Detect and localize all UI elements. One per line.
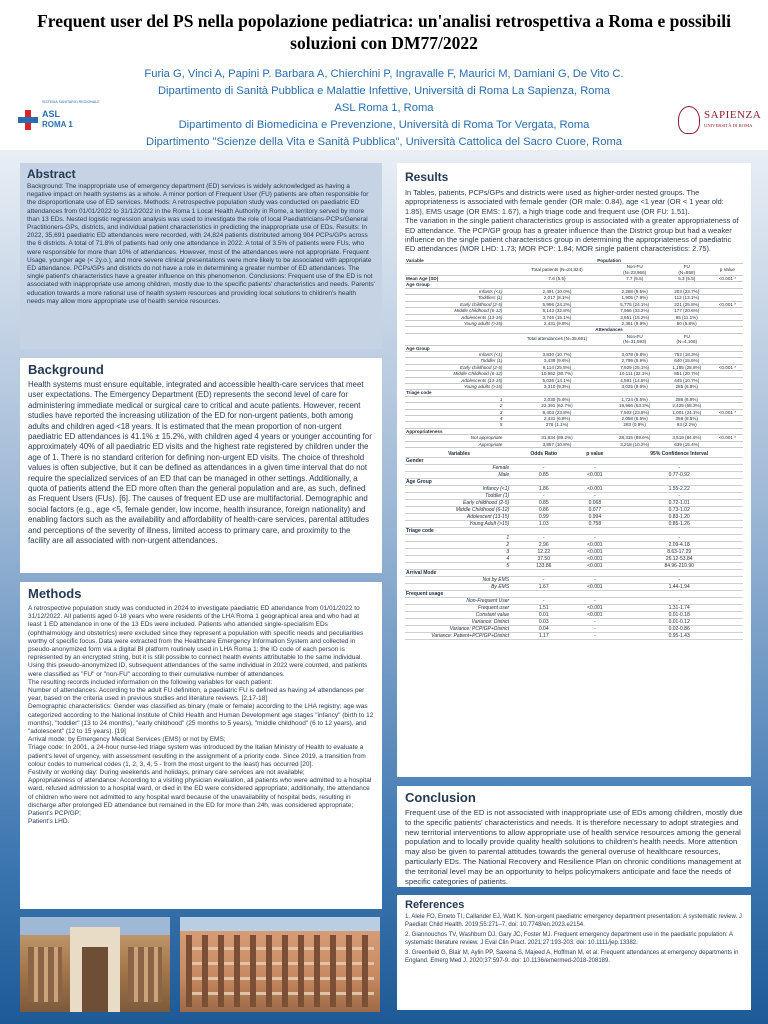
cell: 1.03 — [513, 521, 574, 528]
affiliation-asl: ASL Roma 1, Roma — [334, 102, 434, 114]
section-label: Age Group — [405, 282, 743, 288]
cell: 221 (25.8%) — [662, 301, 712, 307]
table-row — [405, 465, 743, 472]
methods-paragraph: The resulting records included information on the following variables for each patient: — [28, 678, 273, 686]
author-list: Furia G, Vinci A, Papini P. Barbara A, Chierchini P, Ingravalle F, Maurici M, Damiani G, De Vito C. — [144, 68, 624, 80]
row-label: Toddlers (1) — [405, 295, 506, 301]
cell: 3,651 (15.2%) — [608, 314, 662, 320]
cell: - — [574, 535, 615, 542]
cell: 1.55-2.22 — [615, 486, 743, 493]
background-panel — [20, 358, 382, 573]
cell: <0.001 — [574, 556, 615, 563]
row-label: Male — [405, 472, 513, 479]
table-row — [405, 626, 743, 633]
sapienza-logo-text: SAPIENZA — [704, 109, 762, 121]
cell: 2,058 (6.5%) — [608, 416, 662, 422]
cell: 752 (18.3%) — [662, 351, 712, 357]
conclusion-text: Frequent use of the ED is not associated with inappropriate use of EDs among children, mostly due to the specific patients' characteristics and needs. It is therefore necessary to adopt strategies and new territorial interventions to allow appropriate use of health service resources among the general population and to locally provide quality health solutions to children's health needs. More attention may also be given to parental attitudes towards the general overuse of healthcare resources, particularly EDs. The National Recovery and Resilience Plan on chronic conditions management at the territorial level may be an opportunity to helps policymakers anticipate and face the needs of specific categories of patients. — [405, 808, 743, 886]
abstract-text: Background: The inappropriate use of emergency department (ED) services is widely acknowledged as having a negative impact on health systems as a whole. A minor portion of Frequent User (FU) patients are often responsible for the disproportionate use of ED services. Methods: A retrospective population study was conducted on paediatric ED attendances from 01/01/2022 to 31/12/2022 in the Roma 1 Local Health Authority in Rome, a territory served by more than 13 EDs. Nested logistic regression analysis was used to investigate the role of local Paediatricians-PCPs/General Practitioners-GPs, districts, and individual patient characteristics in predicting the inappropriate use of EDs. Results: In 2022, 35,691 paediatric ED attendances were recorded, with 24,824 patients distributed among 904 PCPs/GPs across the 6 districts. A total of 71.8% of patients had only one attendance in 2022. A total of 3.5% of patients were FUs, who were responsible for more than 10% of attendances. However, most of the attendances were not appropriate. Frequent Usage, younger age (< 2y.o.), and more severe clinical presentations were more likely to be associated with appropriate ED attendance. PCPs/GPs and districts do not have a role in determining a greater number of ED attendances. The single patient's characteristics have a greater influence on this phenomenon. Conclusions: Frequent use of the ED is not associated with inappropriate use among children, mostly due to the specific patients' characteristics and needs. Parents' education towards a more rational use of health system resources and providing local solutions to children's health needs may allow more appropriate use of health service resources. — [27, 183, 375, 305]
row-label: Middle Childhood (6-12) — [405, 371, 506, 377]
cell: - — [574, 465, 615, 472]
cell: 0.02-0.86 — [615, 626, 743, 633]
cell: 1,001 (24.1%) — [662, 409, 712, 415]
methods-paragraph: A retrospective population study was conducted in 2024 to investigate paediatric ED attendance from 01/01/2022 to 31/12/2022. All patients aged 0-18 years who were residents of the LHA Roma 1 geographical area and who had at least 1 ED attendance in one of the 13 EDs were included. Patients who attended single-specialism EDs (ophthalmology and obstetrics) were excluded since they represent a population with specific needs and peculiarities worthy of specific focus. Data were extracted from the Healthcare Emergency Information System and collected in pseudo-anonymized form via a digital BI platform routinely used in LHA Roma 1: the ID code of each person is represented by an encrypted string, but it is still possible to connect health events attributable to the same individual. Using this pseudo-anonymized ID, subsequent attendances of the same individual in 2022 were counted, and patients were classified as "FU" or "non-FU" according to their cumulative number of attendances. — [28, 605, 368, 678]
table-header — [608, 264, 662, 276]
cell: 28,315 (89.6%) — [608, 435, 662, 441]
cell: 0.73-1.02 — [615, 507, 743, 514]
cell: <0.001 — [574, 549, 615, 556]
cell: 640 (15.6%) — [662, 358, 712, 364]
cell: - — [574, 577, 615, 584]
cell: - — [513, 535, 574, 542]
cell: 2,425 (58.3%) — [662, 403, 712, 409]
cell: 0.758 — [574, 521, 615, 528]
section-label: Triage code — [405, 390, 743, 396]
header-nonfu: Non-FU — [626, 333, 643, 339]
table-row — [405, 605, 743, 612]
cell: 2,491 (10.0%) — [506, 288, 607, 294]
abstract-heading: Abstract — [27, 167, 76, 181]
cell: <0.001 * — [712, 301, 743, 307]
conclusion-heading: Conclusion — [405, 790, 476, 805]
sapienza-emblem-icon — [678, 106, 700, 134]
cell: 0.04 — [513, 626, 574, 633]
cell: 1.67 — [513, 584, 574, 591]
table-header: p Value — [712, 264, 743, 276]
cell: 2,017 (8.1%) — [506, 295, 607, 301]
row-label: Early childhood (2-5) — [405, 301, 506, 307]
row-label: Constant value — [405, 612, 513, 619]
row-label: Young adults (>15) — [405, 383, 506, 389]
cell: 10,111 (32.1%) — [608, 371, 662, 377]
cell: - — [574, 493, 615, 500]
cell: <0.001 * — [712, 276, 743, 282]
population-table — [405, 258, 743, 448]
cell: <0.001 — [574, 584, 615, 591]
header-fu-n: (N=858) — [678, 269, 696, 275]
row-label: Infants (<1) — [405, 288, 506, 294]
cell: 3,078 (9.8%) — [608, 351, 662, 357]
cell: 0.95-1.43 — [615, 633, 743, 640]
row-label: Adolescents (13-15) — [405, 377, 506, 383]
table-row — [405, 577, 743, 584]
row-label: By EMS — [405, 584, 513, 591]
odds-ratio-body — [405, 458, 743, 640]
row-label: Toddler (1) — [405, 493, 513, 500]
cell: - — [574, 619, 615, 626]
cell: 0.99 — [513, 514, 574, 521]
cell: 0.01-0.18 — [615, 612, 743, 619]
cell: 4,591 (14.6%) — [608, 377, 662, 383]
cell: <0.001 — [574, 472, 615, 479]
section-label: Age Group — [405, 345, 743, 351]
references-heading: References — [405, 899, 465, 911]
table-header — [608, 333, 662, 345]
section-label: Gender — [405, 458, 743, 465]
cell: 2,431 (6.8%) — [506, 416, 607, 422]
table-row — [405, 507, 743, 514]
reference-item: 2. Giannouchos TV, Washburn DJ, Gary JC, Foster MJ. Frequent emergency department use in the paediatric population: A systematic literature review. J Eval Clin Pract. 2021;27:193-203. doi: 10.1111/jep.13382. — [405, 932, 733, 946]
sapienza-logo — [678, 104, 762, 138]
cell: 8,403 (23.8%) — [506, 409, 607, 415]
methods-paragraph: Number of attendances: According to the adult FU definition, a paediatric FU is defined as having ≥4 attendances per year, based on the criteria used in previous studies and literature reviews. [2,17-18] — [28, 687, 365, 703]
cell: <0.001 — [574, 612, 615, 619]
table-row — [405, 542, 743, 549]
results-paragraph: The variation in the single patient characteristics group is associated with a greater appropriateness of ED attendance. The PCP/GP group has a greater influence than the District group but had a weaker influence on the single patient characteristics group in determining the appropriateness of paediatric ED attendances (MOR LHD: 1.73; MOR PCP: 1.84; MOR single patient characteristics: 2.75). — [405, 216, 739, 254]
row-label: Early childhood (2-5) — [405, 500, 513, 507]
cell: 93 (2.2%) — [662, 422, 712, 428]
table-header: Population — [506, 258, 711, 264]
cell: - — [513, 465, 574, 472]
cell: 0.03 — [513, 619, 574, 626]
cell: 22,391 (62.7%) — [506, 403, 607, 409]
table-row — [405, 521, 743, 528]
table-row — [405, 493, 743, 500]
cell: 1.86 — [513, 486, 574, 493]
table-header: 95% Confidence Interval — [615, 451, 743, 458]
row-label: 3 — [405, 409, 506, 415]
background-text: Health systems must ensure equitable, integrated and accessible health-care services that meet user expectations. The Emergency Department (ED) represents the second level of care for administering immediate medical or surgical care to critical and acute patients. However, recent studies have reported the increasing utilization of the ED for non-urgent patients, both among adults and children aged <18 years. It is estimated that the mean proportion of non-urgent paediatric ED attendances is 41.1% ± 15.2%, with children aged 4 years or younger accounting for approximately 40% of all paediatric ED visits and the highest rate registered by children under the age of 1. There is no standard criterion for defining non-urgent ED visits. The choice of threshold values is often subjective, but it can be defined as attendances in a given time interval that do not require the specialized services of an ED that can be managed in other settings. Additionally, a quota of patients attend the ED more often than the general population and are, as such, defined as Frequent Users (FUs). [6]. The causes of frequent ED use are multifactorial. Demographic and social factors (e.g., age <5, female gender, low income, health insurance, foreign nationality) and enabling factors such as the availability and affordability of health-care services, parental attitudes and perceptions of the severity of illness, limited access to primary care, and proximity to the facility are all associated with non-urgent attendances. — [28, 380, 372, 546]
background-heading: Background — [28, 362, 104, 377]
cell: 10,962 (30.7%) — [506, 371, 607, 377]
methods-paragraph: Patient's LHD. — [28, 818, 70, 826]
cell: <0.001 — [574, 563, 615, 570]
cell: 2,799 (8.9%) — [608, 358, 662, 364]
cell: 0.83-1.20 — [615, 514, 743, 521]
table-row — [405, 535, 743, 542]
cell: 0.077 — [574, 507, 615, 514]
cell: 0.86 — [513, 507, 574, 514]
cell: 376 (1.1%) — [506, 422, 607, 428]
cell: 1.44-1.94 — [615, 584, 743, 591]
cell: 7,929 (25.1%) — [608, 364, 662, 370]
asl-logo-caption: SISTEMA SANITARIO REGIONALE — [42, 100, 100, 104]
section-label: Appropriateness — [405, 428, 743, 434]
abstract-panel — [20, 163, 382, 349]
row-label: 4 — [405, 416, 506, 422]
cell: 639 (15.4%) — [662, 441, 712, 447]
cell: - — [513, 493, 574, 500]
row-label: Variance: Patient+PCP/GP+District — [405, 633, 513, 640]
references-panel — [397, 895, 751, 1010]
table-header: Variables — [405, 451, 513, 458]
cell: - — [513, 598, 574, 605]
cell: 285 (6.9%) — [662, 383, 712, 389]
row-label: 1 — [405, 396, 506, 402]
reference-item: 3. Greenfield G, Blair M, Aylin PP, Saxena S, Majeed A, Hoffman M, et al. Frequent attendances at emergency departments in England. Emerg Med J. 2020;37:597-9. doi: 10.1136/emermed-2018-208189. — [405, 950, 739, 964]
cell: 133.86 — [513, 563, 574, 570]
sapienza-logo-sub: UNIVERSITÀ DI ROMA — [704, 123, 753, 128]
section-label: Age Group — [405, 479, 743, 486]
methods-heading: Methods — [28, 586, 82, 601]
methods-paragraph: Arrival mode: by Emergency Medical Services (EMS) or not by EMS; — [28, 736, 226, 744]
row-label: Mean Age (SD) — [405, 276, 506, 282]
cell: 3,439 (9.6%) — [506, 358, 607, 364]
row-label: Non-Frequent User — [405, 598, 513, 605]
asl-cross-icon — [18, 110, 38, 130]
cell: 286 (6.9%) — [662, 396, 712, 402]
methods-paragraph: Festivity or working day: During weekends and holidays, primary care services are not available; — [28, 769, 305, 777]
cell: 7.6 (5.5) — [506, 276, 607, 282]
table-row — [405, 441, 743, 447]
cell: 1.51 — [513, 605, 574, 612]
affiliation-cattolica: Dipartimento "Scienze della Vita e Sanità Pubblica", Università Cattolica del Sacro Cuore, Roma — [146, 136, 622, 148]
row-label: Toddler (1) — [405, 358, 506, 364]
cell: - — [574, 598, 615, 605]
row-label: Female — [405, 465, 513, 472]
section-label: Triage code — [405, 528, 743, 535]
cell: 7,502 (23.8%) — [608, 409, 662, 415]
table-row — [405, 549, 743, 556]
cell: 2,288 (9.5%) — [608, 288, 662, 294]
cell: 3,025 (9.6%) — [608, 383, 662, 389]
asl-logo-sub: ROMA 1 — [42, 120, 73, 129]
methods-paragraph: Appropriateness of attendance: According to a visiting physician evaluation, all patients who were admitted to a hospital ward, refused admission to a hospital ward, or died in the ED were considered appropriate; additionally, the attendance of children who were not admitted to any hospital ward because of the unavailability of hospital beds, resulting in discharge after prolonged ED attendance but remained in the ED for more than 24h, was considered appropriate; — [28, 777, 372, 809]
cell: - — [615, 465, 743, 472]
row-label: Adolescent (13-15) — [405, 514, 513, 521]
cell: 851 (20.7%) — [662, 371, 712, 377]
table-header — [662, 333, 712, 345]
table-row — [405, 472, 743, 479]
cell: <0.001 * — [712, 409, 743, 415]
cell: 0.85 — [513, 500, 574, 507]
cell: 37.50 — [513, 556, 574, 563]
row-label: Variance: PCP/GP+District — [405, 626, 513, 633]
methods-paragraph: Demographic characteristics: Gender was classified as binary (male or female) according to the LHA registry; age was categorized according to the National Institute of Child Health and Human Development age stages "infancy" (birth to 12 months), "toddler" (13 to 24 months), "early childhood" (25 months to 5 years), "middle childhood" (6 to 12 years), and "adolescent" (12 to 15 years). [19] — [28, 703, 374, 736]
cell: 3,519 (84.6%) — [662, 435, 712, 441]
cell: <0.001 — [574, 605, 615, 612]
row-label: Middle childhood (6-12) — [405, 308, 506, 314]
cell: 177 (20.6%) — [662, 308, 712, 314]
reference-item: 1. Alele FO, Emeto TI, Callander EJ, Watt K. Non-urgent paediatric emergency department presentation: A systematic review. J Paediatr Child Health. 2019;55:271–7. doi: 10.7748/en.2023.e2154. — [405, 914, 742, 928]
cell: 2,431 (9.8%) — [506, 320, 607, 326]
odds-ratio-table — [405, 451, 743, 640]
table-row — [405, 619, 743, 626]
row-label: 2 — [405, 542, 513, 549]
cell: 84.96-210.90 — [615, 563, 743, 570]
row-label: 2 — [405, 403, 506, 409]
table-row — [405, 486, 743, 493]
photo-hospital-building — [180, 917, 380, 1012]
cell: 8,143 (32.8%) — [506, 308, 607, 314]
cell: - — [615, 535, 743, 542]
cell: 0.72-1.01 — [615, 500, 743, 507]
cell: 7.7 (5.5) — [608, 276, 662, 282]
cell: 9,114 (25.5%) — [506, 364, 607, 370]
row-label: 5 — [405, 422, 506, 428]
cell: 1.17 — [513, 633, 574, 640]
table-header: Odds Ratio — [513, 451, 574, 458]
header-nonfu-n: (N=23,966) — [623, 269, 647, 275]
table-row — [405, 514, 743, 521]
header-nonfu: Non-FU — [626, 264, 643, 270]
table-header: Variable — [405, 258, 506, 264]
row-label: Frequent user — [405, 605, 513, 612]
row-label: Not by EMS — [405, 577, 513, 584]
cell: 2,030 (5.6%) — [506, 396, 607, 402]
cell: 5,775 (24.1%) — [608, 301, 662, 307]
author-block — [90, 66, 678, 151]
table-row — [405, 598, 743, 605]
cell: 1,905 (7.9%) — [608, 295, 662, 301]
methods-paragraph: Triage code: In 2001, a 24-hour nurse-led triage system was introduced by the Italian Ministry of Health to evaluate a patient's level of urgency, with assessment resulting in the assignment of a priority code. Since 2019, a transition from colour codes to numerical codes (1, 2, 3, 4, 5 - from the most urgent to the least) has occurred [20]. — [28, 744, 366, 768]
cell: 358 (8.5%) — [662, 416, 712, 422]
cell: - — [615, 493, 743, 500]
cell: 0.01 — [513, 612, 574, 619]
table-row — [405, 556, 743, 563]
results-heading: Results — [405, 170, 449, 184]
cell: 203 (23.7%) — [662, 288, 712, 294]
cell: 0.994 — [574, 514, 615, 521]
poster-title: Frequent user del PS nella popolazione pediatrica: un'analisi retrospettiva a Roma e possibili soluzioni con DM77/2022 — [37, 11, 731, 53]
cell: - — [513, 577, 574, 584]
row-label: Young Adult (>15) — [405, 521, 513, 528]
table-header — [662, 264, 712, 276]
cell: 3,310 (9.3%) — [506, 383, 607, 389]
cell: 2.96 — [513, 542, 574, 549]
cell: 1,185 (28.8%) — [662, 364, 712, 370]
table-row — [405, 584, 743, 591]
asl-roma1-logo — [18, 100, 108, 134]
row-label: Middle Childhood (6-12) — [405, 507, 513, 514]
table-row — [405, 563, 743, 570]
row-label: 3 — [405, 549, 513, 556]
cell: 283 (0.9%) — [608, 422, 662, 428]
cell: <0.001 * — [712, 364, 743, 370]
row-label: Infancy (<1) — [405, 486, 513, 493]
asl-logo-text: ASL — [42, 109, 60, 119]
results-paragraph: In Tables, patients, PCPs/GPs and districts were used as higher-order nested groups. The appropriateness is associated with female gender (OR male: 0.84), age <1 year (OR < 1 year old: 1.85), EMS usage (OR EMS: 1.67), a high triage code and frequent use (OR FU: 1.51). — [405, 188, 724, 216]
photo-sapienza-building — [20, 917, 170, 1012]
methods-panel — [20, 582, 382, 909]
row-label: 4 — [405, 556, 513, 563]
methods-paragraph: Patient's PCP/GP; — [28, 810, 81, 818]
cell: 1,724 (5.5%) — [608, 396, 662, 402]
cell: <0.001 * — [712, 435, 743, 441]
cell: 0.85 — [513, 472, 574, 479]
affiliation-torvergata: Dipartimento di Biomedicina e Prevenzione, Università di Roma Tor Vergata, Roma — [178, 119, 590, 131]
affiliation-sapienza: Dipartimento di Sanità Pubblica e Malattie Infettive, Università di Roma La Sapienza, Roma — [157, 85, 611, 97]
row-label: Early childhood (2-5) — [405, 364, 506, 370]
cell: 95 (11.1%) — [662, 314, 712, 320]
row-label: Young adults (>15) — [405, 320, 506, 326]
cell: <0.001 — [574, 486, 615, 493]
section-label: Arrival Mode — [405, 570, 743, 577]
table-header: Total patients (N=24,824) — [506, 264, 607, 276]
cell: 5.3 (5.5) — [662, 276, 712, 282]
cell: 1.31-1.74 — [615, 605, 743, 612]
cell: 2,381 (9.9%) — [608, 320, 662, 326]
cell: - — [574, 626, 615, 633]
cell: 2.09-4.18 — [615, 542, 743, 549]
header-fu: FU — [683, 333, 690, 339]
cell: 112 (13.1%) — [662, 295, 712, 301]
cell: 0.85-1.26 — [615, 521, 743, 528]
row-label: Variance: District — [405, 619, 513, 626]
header-fu: FU — [683, 264, 690, 270]
results-panel — [397, 163, 751, 777]
cell: 7,966 (33.2%) — [608, 308, 662, 314]
cell: 0.068 — [574, 500, 615, 507]
row-label: 1 — [405, 535, 513, 542]
table-row — [405, 633, 743, 640]
header-fu-n: (N=4,108) — [676, 339, 698, 345]
row-label: Appropriate — [405, 441, 506, 447]
table-row — [405, 612, 743, 619]
section-label: Attendances — [506, 327, 711, 333]
cell: 3,746 (15.1%) — [506, 314, 607, 320]
cell: 8.63-17.29 — [615, 549, 743, 556]
table-header: p value — [574, 451, 615, 458]
cell: 3,218 (10.2%) — [608, 441, 662, 447]
cell: 0.77-0.92 — [615, 472, 743, 479]
cell: 26.12-53.84 — [615, 556, 743, 563]
cell: 5,036 (14.1%) — [506, 377, 607, 383]
cell: 445 (10.7%) — [662, 377, 712, 383]
cell: 31,834 (89.2%) — [506, 435, 607, 441]
cell: 12.22 — [513, 549, 574, 556]
row-label: 5 — [405, 563, 513, 570]
cell: 50 (5.8%) — [662, 320, 712, 326]
cell: 19,966 (63.3%) — [608, 403, 662, 409]
header-nonfu-n: (N=31,593) — [623, 339, 647, 345]
cell: 5,996 (24.2%) — [506, 301, 607, 307]
cell: 3,857 (10.8%) — [506, 441, 607, 447]
section-label: Frequent usage — [405, 591, 743, 598]
table-header: Total attendances (N=35,691) — [506, 333, 607, 345]
cell: - — [615, 598, 743, 605]
cell: <0.001 — [574, 542, 615, 549]
row-label: Adolescents (13-15) — [405, 314, 506, 320]
cell: - — [615, 577, 743, 584]
cell: - — [574, 633, 615, 640]
row-label: Not appropriate — [405, 435, 506, 441]
table-row — [405, 500, 743, 507]
cell: 0.01-0.12 — [615, 619, 743, 626]
row-label: Infants (<1) — [405, 351, 506, 357]
cell: 3,830 (10.7%) — [506, 351, 607, 357]
conclusion-panel — [397, 786, 751, 887]
